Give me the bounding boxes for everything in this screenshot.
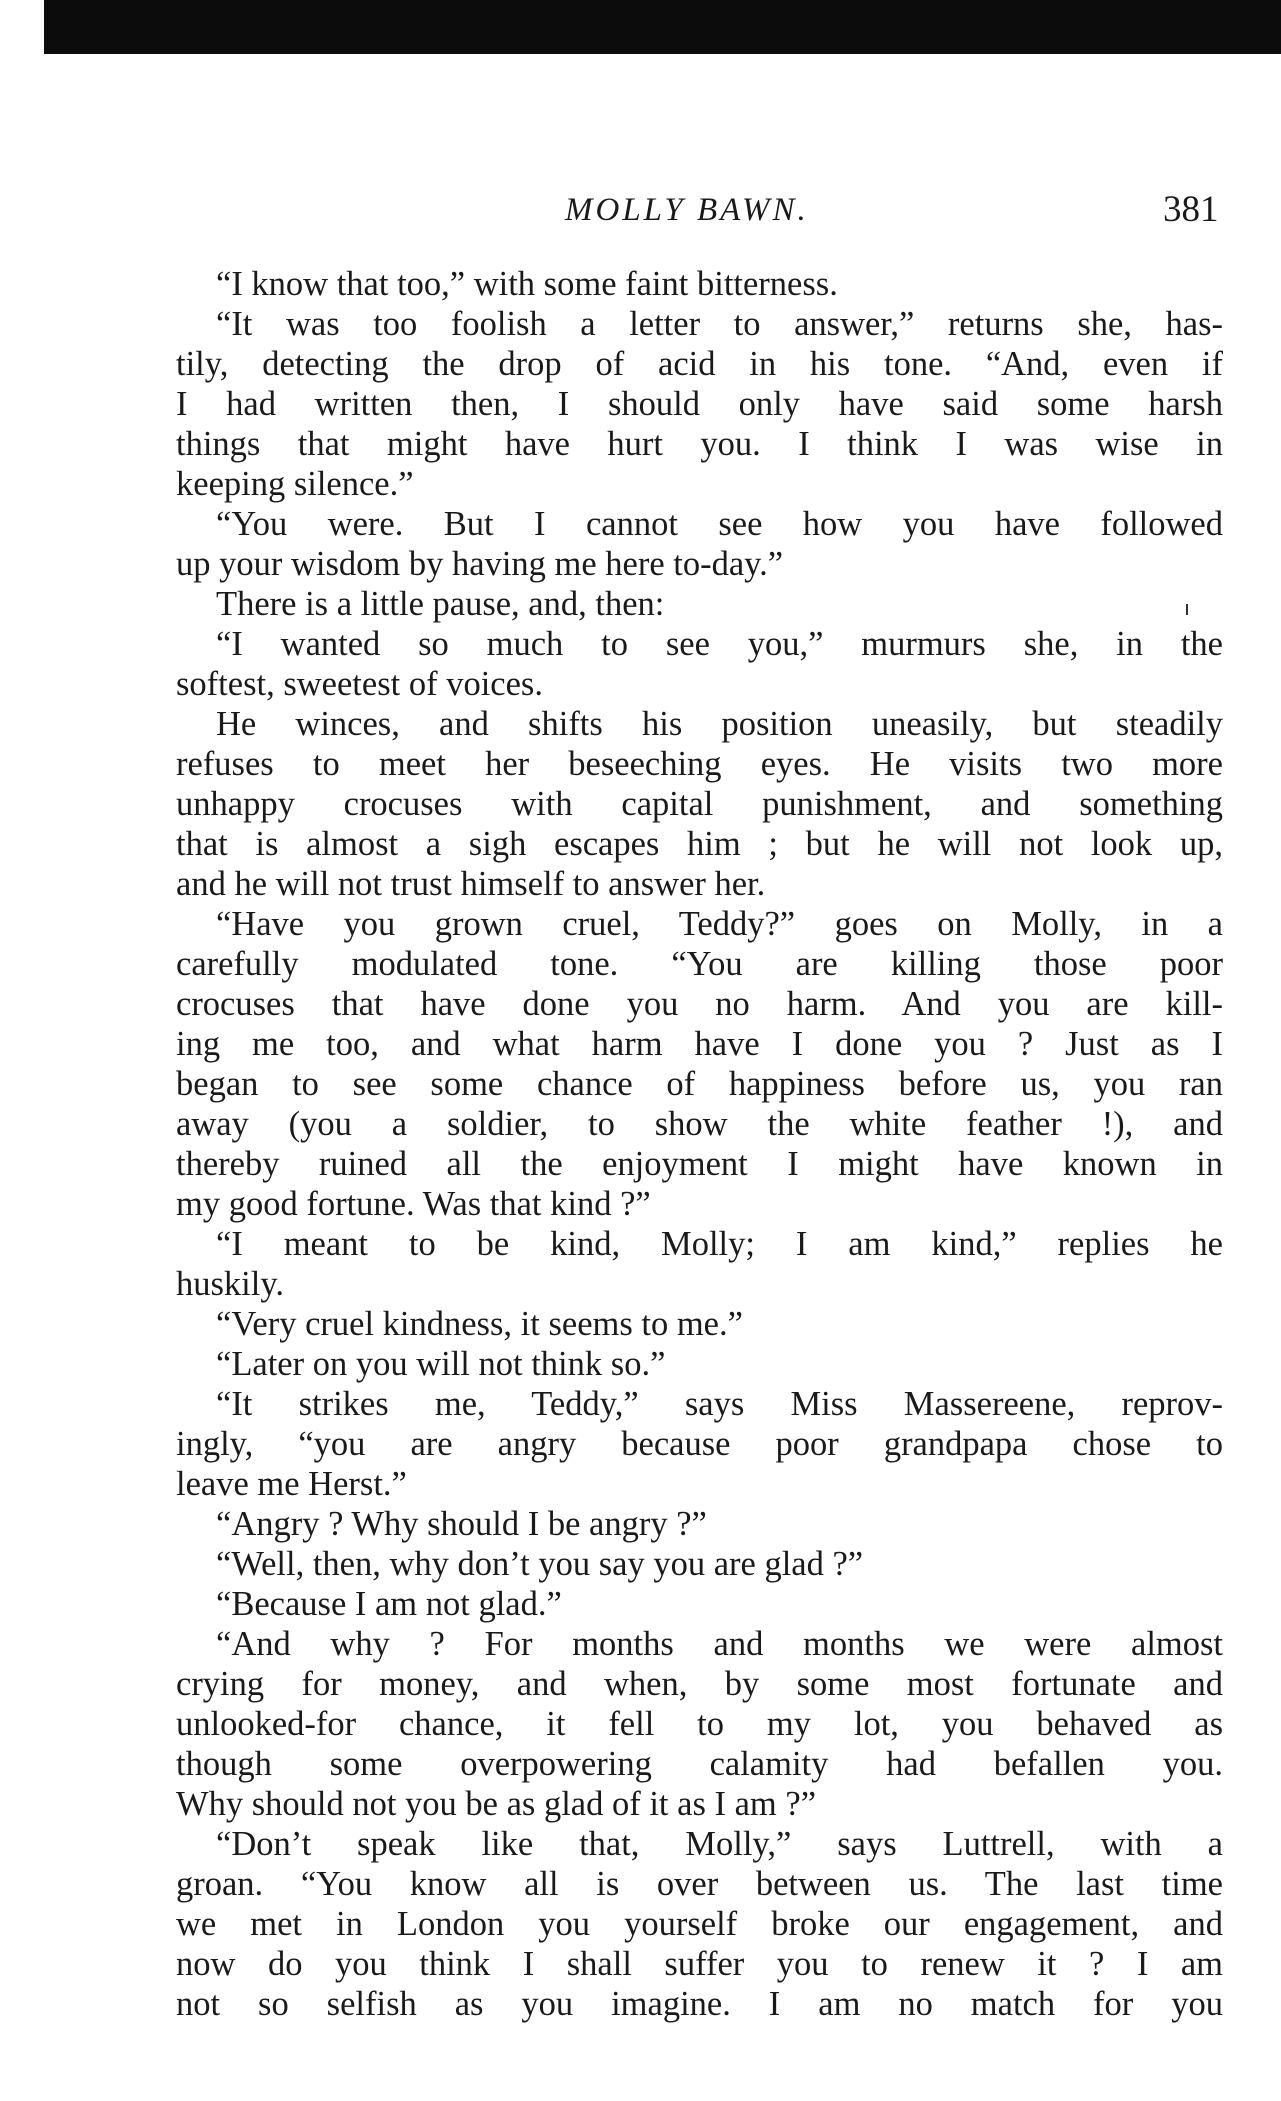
text-line: carefully modulated tone. “You are killing those poor: [176, 945, 1223, 983]
text-line: softest, sweetest of voices.: [176, 665, 543, 703]
text-line: my good fortune. Was that kind ?”: [176, 1185, 651, 1223]
running-header: [0, 189, 1281, 232]
text-line: unhappy crocuses with capital punishment, and something: [176, 785, 1223, 823]
top-black-band: [44, 0, 1281, 54]
text-line: thereby ruined all the enjoyment I might have known in: [176, 1145, 1223, 1183]
text-line: “You were. But I cannot see how you have followed: [216, 505, 1223, 543]
text-line: keeping silence.”: [176, 465, 414, 503]
text-line: tily, detecting the drop of acid in his tone. “And, even if: [176, 345, 1223, 383]
text-line: huskily.: [176, 1265, 284, 1303]
text-line: “I know that too,” with some faint bitterness.: [216, 265, 838, 303]
text-line: now do you think I shall suffer you to renew it ? I am: [176, 1945, 1223, 1983]
text-line: that is almost a sigh escapes him ; but he will not look up,: [176, 825, 1223, 863]
text-line: though some overpowering calamity had befallen you.: [176, 1745, 1223, 1783]
body-text: [176, 264, 1223, 2024]
text-line: refuses to meet her beseeching eyes. He visits two more: [176, 745, 1223, 783]
text-line: not so selfish as you imagine. I am no match for you: [176, 1985, 1223, 2023]
text-line: “Angry ? Why should I be angry ?”: [216, 1505, 707, 1543]
text-line: and he will not trust himself to answer her.: [176, 865, 766, 903]
text-line: “Have you grown cruel, Teddy?” goes on Molly, in a: [216, 905, 1223, 943]
text-line: I had written then, I should only have said some harsh: [176, 385, 1223, 423]
text-line: groan. “You know all is over between us. The last time: [176, 1865, 1223, 1903]
text-line: “It was too foolish a letter to answer,” returns she, has-: [216, 305, 1223, 343]
text-line: “Very cruel kindness, it seems to me.”: [216, 1305, 743, 1343]
text-line: He winces, and shifts his position uneasily, but steadily: [216, 705, 1223, 743]
text-line: crocuses that have done you no harm. And you are kill-: [176, 985, 1223, 1023]
text-line: unlooked-for chance, it fell to my lot, you behaved as: [176, 1705, 1223, 1743]
text-line: ing me too, and what harm have I done you ? Just as I: [176, 1025, 1223, 1063]
text-line: we met in London you yourself broke our engagement, and: [176, 1905, 1223, 1943]
text-line: crying for money, and when, by some most fortunate and: [176, 1665, 1223, 1703]
text-line: “It strikes me, Teddy,” says Miss Massereene, reprov-: [216, 1385, 1223, 1423]
text-line: “Don’t speak like that, Molly,” says Luttrell, with a: [216, 1825, 1223, 1863]
text-line: began to see some chance of happiness before us, you ran: [176, 1065, 1223, 1103]
text-line: “I meant to be kind, Molly; I am kind,” replies he: [216, 1225, 1223, 1263]
running-title: MOLLY BAWN.: [565, 192, 809, 228]
text-line: ingly, “you are angry because poor grandpapa chose to: [176, 1425, 1223, 1463]
text-line: “Well, then, why don’t you say you are glad ?”: [216, 1545, 864, 1583]
text-line: “I wanted so much to see you,” murmurs she, in the: [216, 625, 1223, 663]
page-number: 381: [1163, 189, 1219, 230]
text-line: up your wisdom by having me here to-day.”: [176, 545, 784, 583]
text-line: “Because I am not glad.”: [216, 1585, 562, 1623]
text-line: “And why ? For months and months we were almost: [216, 1625, 1223, 1663]
text-line: Why should not you be as glad of it as I am ?”: [176, 1785, 817, 1823]
text-line: leave me Herst.”: [176, 1465, 407, 1503]
text-line: There is a little pause, and, then:: [216, 585, 665, 623]
text-line: “Later on you will not think so.”: [216, 1345, 666, 1383]
text-line: things that might have hurt you. I think I was wise in: [176, 425, 1223, 463]
text-line: away (you a soldier, to show the white feather !), and: [176, 1105, 1223, 1143]
